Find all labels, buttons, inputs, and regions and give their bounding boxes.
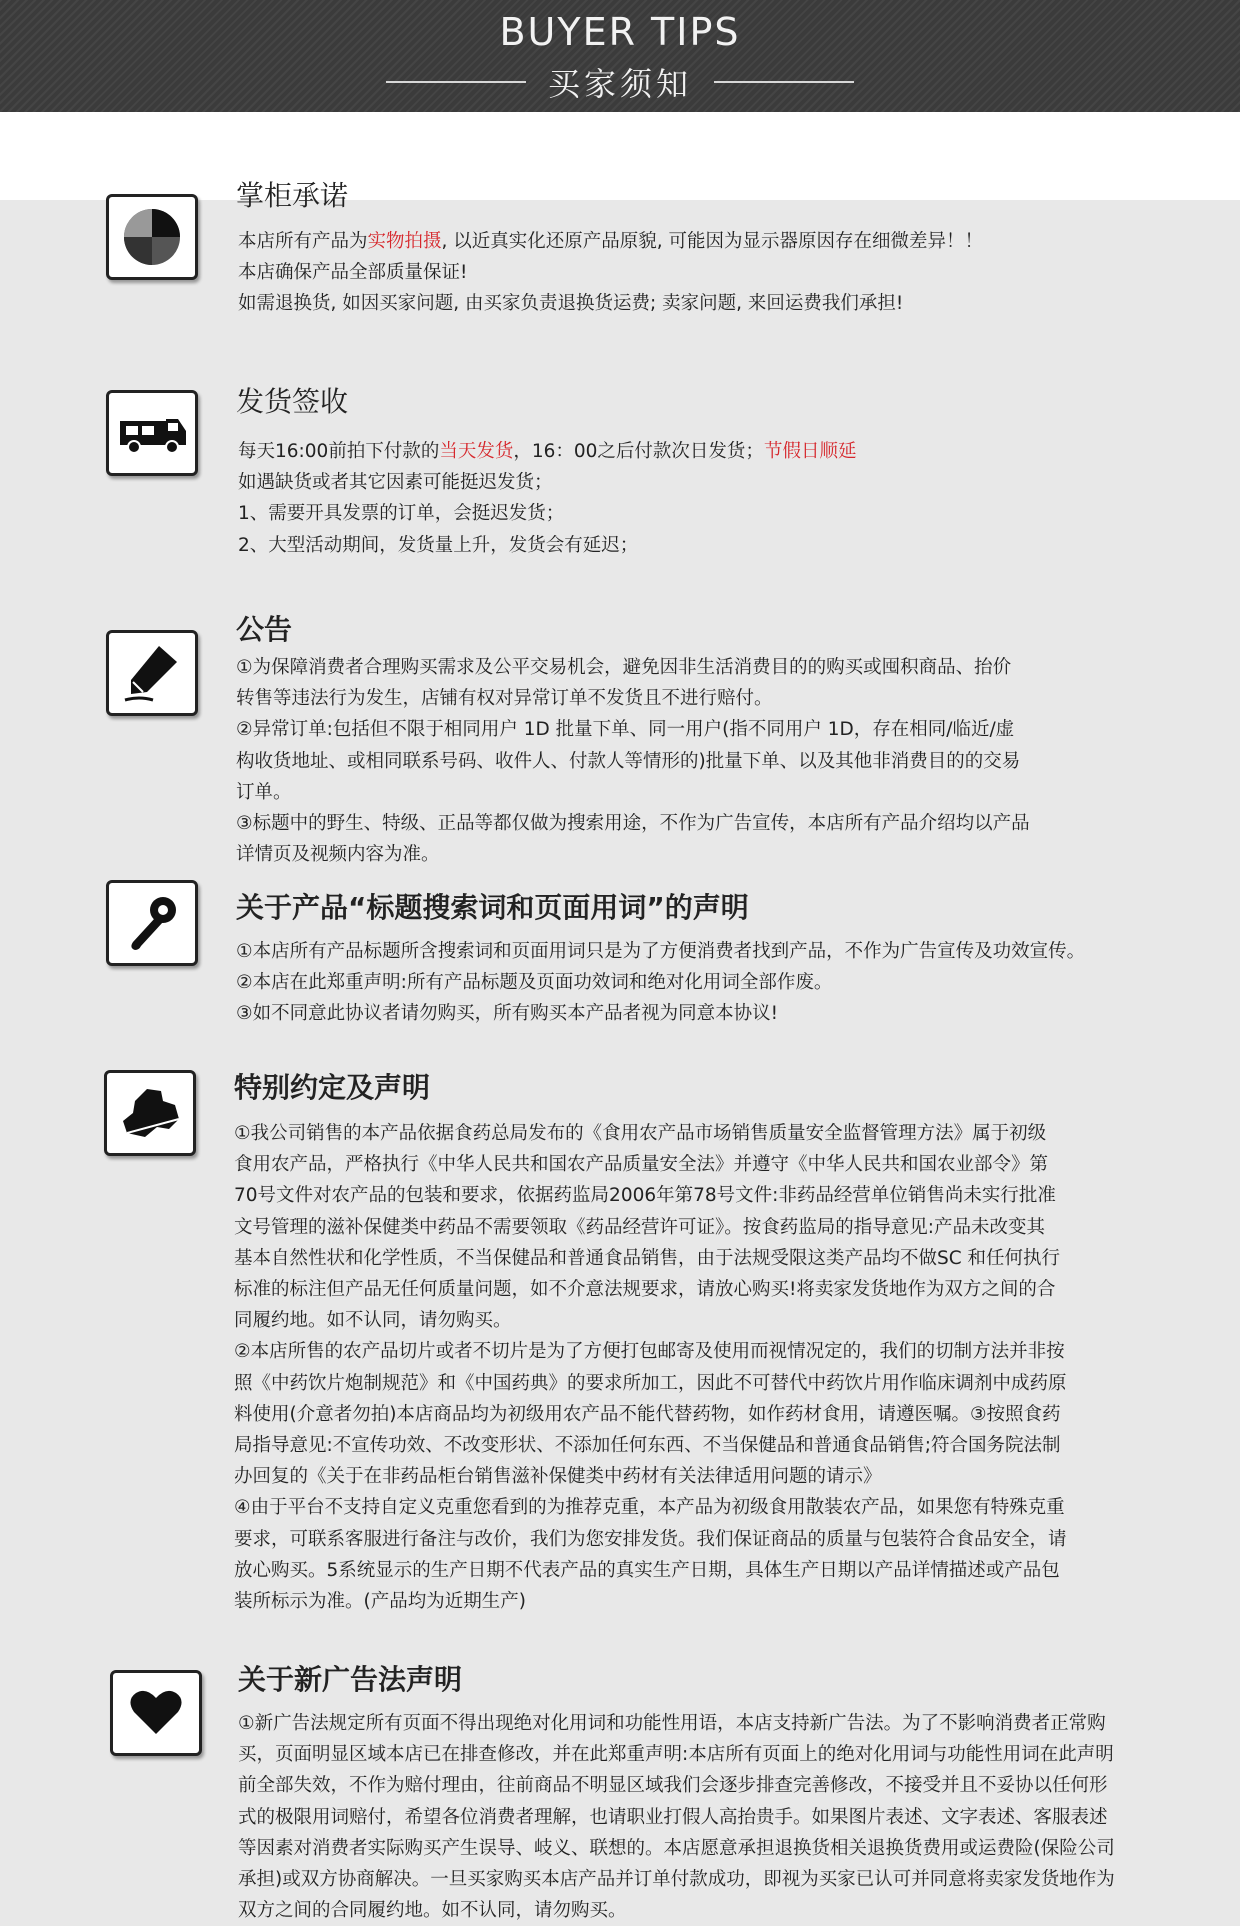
- body-line: ④由于平台不支持自定义克重您看到的为推荐克重，本产品为初级食用散装农产品，如果您有特殊克重: [234, 1497, 1065, 1519]
- body-line: 如需退换货, 如因买家问题, 由买家负责退换货运费; 卖家问题, 来回运费我们承担!: [238, 293, 904, 315]
- body-line: 文号管理的滋补保健类中药品不需要领取《药品经营许可证》。按食药监局的指导意见:产品未改变其: [234, 1216, 1045, 1238]
- body-line: 要求，可联系客服进行备注与改价，我们为您安排发货。我们保证商品的质量与包装符合食品安全，请: [234, 1528, 1067, 1550]
- body-line: 70号文件对农产品的包装和要求，依据药监局2006年第78号文件:非药品经营单位销售尚未实行批准: [234, 1185, 1056, 1207]
- header-en-title: BUYER TIPS: [499, 10, 741, 54]
- body-line: 1、需要开具发票的订单，会挺迟发货；: [238, 503, 565, 525]
- body-line: ①新广告法规定所有页面不得出现绝对化用词和功能性用语，本店支持新广告法。为了不影响消费者正常购: [238, 1713, 1106, 1734]
- section-body: [236, 936, 1236, 1030]
- body-line: 料使用(介意者勿拍)本店商品均为初级用农产品不能代替药物，如作药材食用，请遵医嘱。③按照食药: [234, 1403, 1061, 1425]
- body-line: 式的极限用词赔付，希望各位消费者理解，也请职业打假人高抬贵手。如果图片表述、文字表述、客服表述: [238, 1806, 1108, 1828]
- section-title: 关于产品“标题搜索词和页面用词”的声明: [236, 891, 749, 924]
- body-line: ②本店在此郑重声明:所有产品标题及页面功效词和绝对化用词全部作废。: [236, 972, 833, 994]
- body-line: 双方之间的合同履约地。如不认同，请勿购买。: [238, 1900, 627, 1922]
- body-line: 局指导意见:不宣传功效、不改变形状、不添加任何东西、不当保健品和普通食品销售;符合国务院法制: [234, 1435, 1061, 1457]
- body-line: 每天16:00前拍下付款的当天发货，16：00之后付款次日发货；节假日顺延: [238, 441, 857, 462]
- body-line: 构收货地址、或相同联系号码、收件人、付款人等情形的)批量下单、以及其他非消费目的的交易: [236, 750, 1021, 772]
- section-title: 关于新广告法声明: [238, 1663, 463, 1696]
- body-line: 食用农产品，严格执行《中华人民共和国农产品质量安全法》并遵守《中华人民共和国农业部令》第: [234, 1154, 1049, 1176]
- body-line: 本店确保产品全部质量保证!: [238, 262, 468, 284]
- body-line: ②异常订单:包括但不限于相同用户 1D 批量下单、同一用户(指不同用户 1D，存在相同/临近/虚: [236, 719, 1015, 741]
- body-line: 如遇缺货或者其它因素可能挺迟发货；: [238, 472, 553, 494]
- body-line: 前全部失效，不作为赔付理由，往前商品不明显区域我们会逐步排查完善修改，不接受并且不妥协以任何形: [238, 1775, 1108, 1797]
- header-white-band: [0, 112, 1240, 200]
- wrench-icon: [106, 880, 198, 966]
- body-line: 本店所有产品为实物拍摄, 以近真实化还原产品原貌, 可能因为显示器原因存在细微差异！！: [238, 231, 984, 252]
- section-title: 特别约定及声明: [234, 1071, 431, 1104]
- body-line: 详情页及视频内容为准。: [236, 844, 440, 866]
- body-line: 买，页面明显区域本店已在排查修改，并在此郑重声明:本店所有页面上的绝对化用词与功能性用词在此声明: [238, 1744, 1114, 1766]
- section-body: [238, 1708, 1238, 1926]
- body-line: 标准的标注但产品无任何质量问题，如不介意法规要求，请放心购买!将卖家发货地作为双方之间的合: [234, 1279, 1056, 1301]
- body-line: 转售等违法行为发生，店铺有权对异常订单不发货且不进行赔付。: [236, 688, 773, 710]
- highlight-text: 当天发货: [439, 441, 514, 462]
- header-left-rule: [386, 81, 526, 83]
- body-line: 办回复的《关于在非药品柜台销售滋补保健类中药材有关法律适用问题的请示》: [234, 1466, 882, 1488]
- body-line: 2、大型活动期间，发货量上升，发货会有延迟；: [238, 534, 639, 556]
- body-line: ①我公司销售的本产品依据食药总局发布的《食用农产品市场销售质量安全监督管理方法》属于初级: [234, 1123, 1047, 1144]
- body-line: 装所标示为准。(产品均为近期生产): [234, 1591, 526, 1613]
- section-title: 公告: [236, 613, 293, 646]
- section-title: 掌柜承诺: [236, 179, 349, 212]
- map-icon: [104, 1070, 196, 1156]
- header-zh-title: 买家须知: [547, 65, 692, 103]
- body-line: 放心购买。5系统显示的生产日期不代表产品的真实生产日期，具体生产日期以产品详情描述或产品包: [234, 1559, 1060, 1581]
- body-line: 同履约地。如不认同，请勿购买。: [234, 1310, 512, 1332]
- marker-pen-icon: [106, 630, 198, 716]
- buyer-tips-header: [0, 0, 1240, 112]
- body-line: 承担)或双方协商解决。一旦买家购买本店产品并订单付款成功，即视为买家已认可并同意将卖家发货地作为: [238, 1869, 1115, 1891]
- delivery-truck-icon: [106, 390, 198, 476]
- body-line: 基本自然性状和化学性质，不当保健品和普通食品销售，由于法规受限这类产品均不做SC 和任何执行: [234, 1247, 1061, 1269]
- section-body: [238, 436, 1228, 561]
- header-zh-row: [0, 60, 1240, 104]
- pie-chart-icon: [106, 194, 198, 280]
- section-body: [236, 652, 1226, 870]
- section-body: [238, 226, 1228, 320]
- body-line: ①为保障消费者合理购买需求及公平交易机会，避免因非生活消费目的的购买或囤积商品、抬价: [236, 657, 1012, 678]
- highlight-text: 实物拍摄: [367, 231, 442, 252]
- heart-icon: [110, 1670, 202, 1756]
- body-line: ②本店所售的农产品切片或者不切片是为了方便打包邮寄及使用而视情况定的，我们的切制方法并非按: [234, 1341, 1065, 1363]
- highlight-text: 节假日顺延: [763, 441, 857, 462]
- body-line: ③如不同意此协议者请勿购买，所有购买本产品者视为同意本协议!: [236, 1003, 779, 1025]
- section-title: 发货签收: [236, 385, 349, 418]
- header-right-rule: [714, 81, 854, 83]
- body-line: ③标题中的野生、特级、正品等都仅做为搜索用途，不作为广告宣传，本店所有产品介绍均以产品: [236, 813, 1030, 835]
- section-body: [234, 1118, 1224, 1617]
- body-line: 订单。: [236, 781, 292, 803]
- body-line: 照《中药饮片炮制规范》和《中国药典》的要求所加工，因此不可替代中药饮片用作临床调剂中成药原: [234, 1372, 1067, 1394]
- body-line: ①本店所有产品标题所含搜索词和页面用词只是为了方便消费者找到产品，不作为广告宣传及功效宣传。: [236, 941, 1086, 962]
- body-line: 等因素对消费者实际购买产生误导、岐义、联想的。本店愿意承担退换货相关退换货费用或运费险(保险公司: [238, 1837, 1115, 1859]
